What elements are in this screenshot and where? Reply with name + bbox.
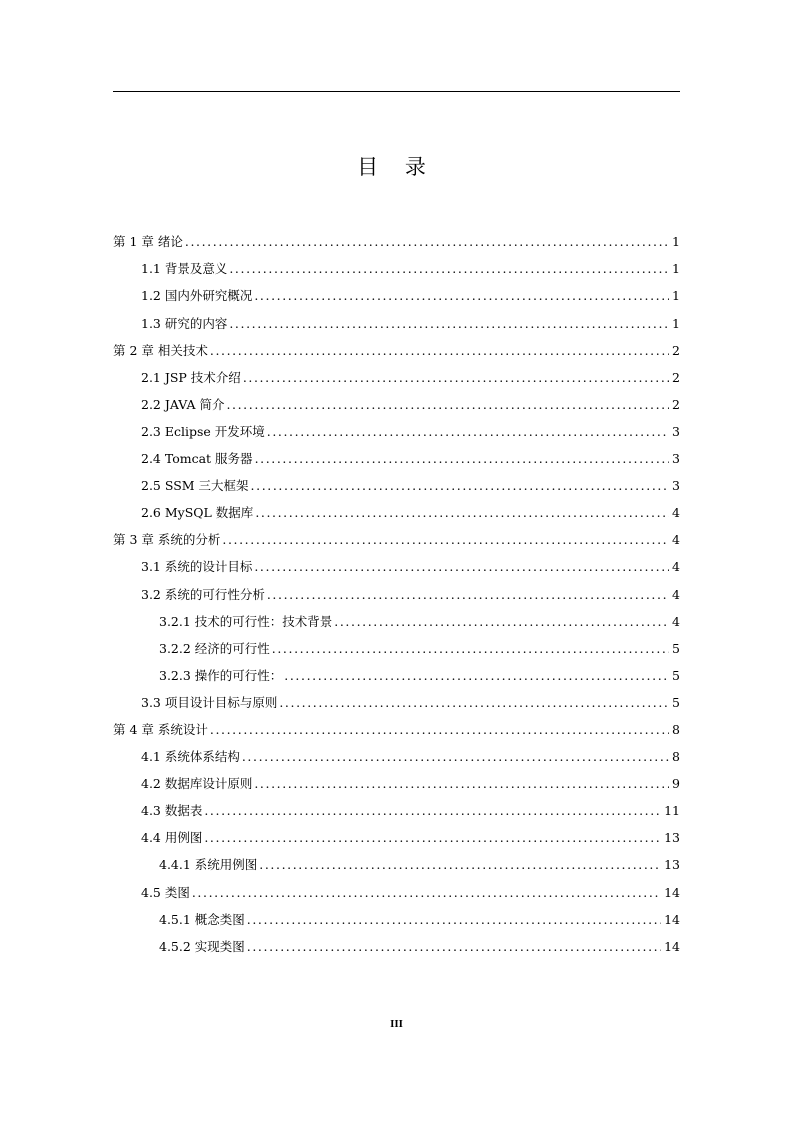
toc-entry-page: 1	[672, 261, 680, 277]
dot-leader	[254, 290, 669, 303]
toc-entry[interactable]	[113, 933, 680, 960]
toc-entry-label: 第 2 章 相关技术	[113, 342, 208, 358]
toc-entry-page: 3	[672, 478, 680, 494]
toc-entry[interactable]	[113, 229, 680, 256]
toc-entry-page: 4	[672, 505, 680, 521]
toc-entry-page: 11	[664, 803, 680, 819]
dot-leader	[255, 507, 669, 520]
dot-leader	[334, 616, 669, 629]
toc-entry-label: 4.1 系统体系结构	[141, 749, 240, 765]
toc-entry-label: 1.1 背景及意义	[141, 261, 228, 277]
toc-entry[interactable]	[113, 771, 680, 798]
dot-leader	[229, 263, 669, 276]
toc-entry-label: 4.2 数据库设计原则	[141, 776, 253, 792]
toc-entry-label: 3.1 系统的设计目标	[141, 559, 253, 575]
toc-entry-page: 1	[672, 234, 680, 250]
toc-entry-label: 3.2 系统的可行性分析	[141, 586, 265, 602]
dot-leader	[251, 480, 669, 493]
toc-entry-label: 2.3 Eclipse 开发环境	[141, 423, 265, 439]
toc-entry-page: 5	[672, 694, 680, 710]
toc-entry-page: 13	[664, 830, 680, 846]
toc-entry-page: 3	[672, 451, 680, 467]
toc-entry[interactable]	[113, 825, 680, 852]
toc-entry-page: 2	[672, 396, 680, 412]
toc-entry-page: 8	[672, 721, 680, 737]
toc-entry-page: 2	[672, 342, 680, 358]
toc-entry[interactable]	[113, 690, 680, 717]
toc-entry-page: 1	[672, 288, 680, 304]
toc-entry[interactable]	[113, 635, 680, 662]
toc-entry[interactable]	[113, 852, 680, 879]
toc-entry-label: 第 3 章 系统的分析	[113, 532, 221, 548]
toc-entry-label: 1.2 国内外研究概况	[141, 288, 253, 304]
toc-entry-page: 1	[672, 315, 680, 331]
toc-entry-page: 14	[664, 884, 680, 900]
toc-entry-page: 9	[672, 776, 680, 792]
toc-entry-label: 第 1 章 绪论	[113, 234, 183, 250]
toc-entry[interactable]	[113, 879, 680, 906]
toc-entry-page: 3	[672, 423, 680, 439]
toc-entry-page: 5	[672, 667, 680, 683]
page-number: III	[390, 1018, 403, 1030]
dot-leader	[192, 887, 661, 900]
toc-entry-label: 2.5 SSM 三大框架	[141, 478, 249, 494]
toc-entry-label: 4.5.2 实现类图	[159, 938, 245, 954]
toc-entry-label: 2.2 JAVA 简介	[141, 396, 225, 412]
toc-entry-page: 4	[672, 532, 680, 548]
table-of-contents	[113, 229, 680, 961]
toc-entry-label: 3.2.1 技术的可行性：技术背景	[159, 613, 333, 629]
toc-entry[interactable]	[113, 337, 680, 364]
toc-entry-page: 4	[672, 586, 680, 602]
toc-entry-page: 2	[672, 369, 680, 385]
dot-leader	[243, 372, 669, 385]
dot-leader	[242, 751, 669, 764]
toc-entry-label: 2.6 MySQL 数据库	[141, 505, 254, 521]
toc-entry[interactable]	[113, 581, 680, 608]
toc-entry[interactable]	[113, 554, 680, 581]
toc-entry[interactable]	[113, 798, 680, 825]
toc-entry-label: 4.5 类图	[141, 884, 190, 900]
toc-entry-label: 3.2.3 操作的可行性：	[159, 667, 283, 683]
toc-entry[interactable]	[113, 364, 680, 391]
toc-entry-label: 3.2.2 经济的可行性	[159, 640, 270, 656]
dot-leader	[254, 561, 669, 574]
toc-entry[interactable]	[113, 717, 680, 744]
dot-leader	[226, 399, 669, 412]
dot-leader	[247, 941, 661, 954]
toc-entry-page: 4	[672, 559, 680, 575]
dot-leader	[247, 914, 661, 927]
dot-leader	[259, 859, 661, 872]
dot-leader	[204, 832, 661, 845]
toc-entry-label: 4.5.1 概念类图	[159, 911, 245, 927]
dot-leader	[222, 534, 669, 547]
dot-leader	[185, 236, 669, 249]
toc-entry[interactable]	[113, 283, 680, 310]
toc-entry[interactable]	[113, 392, 680, 419]
toc-entry-page: 5	[672, 640, 680, 656]
toc-entry-label: 2.4 Tomcat 服务器	[141, 451, 253, 467]
toc-entry[interactable]	[113, 744, 680, 771]
toc-entry-label: 4.4 用例图	[141, 830, 203, 846]
toc-entry-page: 8	[672, 749, 680, 765]
toc-entry[interactable]	[113, 473, 680, 500]
toc-entry[interactable]	[113, 310, 680, 337]
dot-leader	[210, 345, 669, 358]
toc-entry[interactable]	[113, 906, 680, 933]
dot-leader	[267, 589, 669, 602]
toc-entry[interactable]	[113, 663, 680, 690]
toc-entry[interactable]	[113, 446, 680, 473]
dot-leader	[255, 453, 669, 466]
toc-entry-page: 14	[664, 938, 680, 954]
page-title: 目 录	[357, 155, 436, 179]
toc-entry[interactable]	[113, 500, 680, 527]
toc-entry[interactable]	[113, 608, 680, 635]
header-rule	[113, 91, 680, 92]
dot-leader	[254, 778, 669, 791]
toc-entry-page: 14	[664, 911, 680, 927]
dot-leader	[284, 670, 669, 683]
toc-entry-page: 4	[672, 613, 680, 629]
toc-entry-label: 1.3 研究的内容	[141, 315, 228, 331]
dot-leader	[210, 724, 669, 737]
toc-entry[interactable]	[113, 256, 680, 283]
toc-entry[interactable]	[113, 419, 680, 446]
toc-entry-label: 第 4 章 系统设计	[113, 721, 208, 737]
toc-entry-label: 3.3 项目设计目标与原则	[141, 694, 278, 710]
toc-entry-page: 13	[664, 857, 680, 873]
toc-entry-label: 2.1 JSP 技术介绍	[141, 369, 241, 385]
dot-leader	[272, 643, 669, 656]
dot-leader	[279, 697, 669, 710]
toc-entry[interactable]	[113, 527, 680, 554]
dot-leader	[204, 805, 661, 818]
toc-entry-label: 4.3 数据表	[141, 803, 203, 819]
toc-entry-label: 4.4.1 系统用例图	[159, 857, 258, 873]
dot-leader	[229, 318, 669, 331]
dot-leader	[267, 426, 669, 439]
